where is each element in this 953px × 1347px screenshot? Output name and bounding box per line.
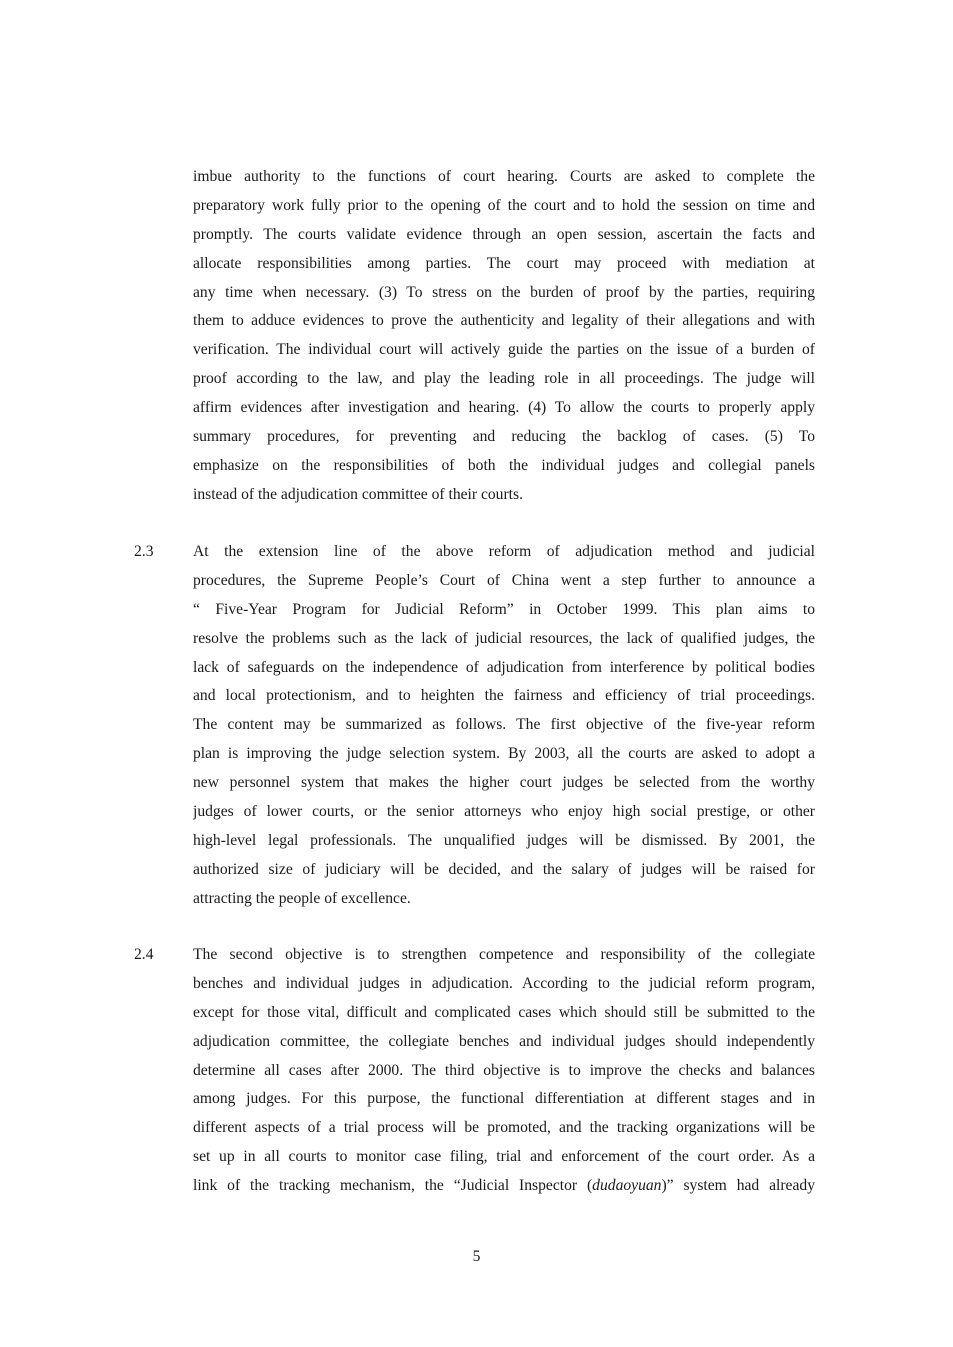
text-line: summary procedures, for preventing and reducing the backlog of cases. (5) To xyxy=(193,428,815,446)
text-line: The content may be summarized as follows. The first objective of the five-year reform xyxy=(193,716,815,734)
text-line: different aspects of a trial process will be promoted, and the tracking organizations will be xyxy=(193,1119,815,1137)
text-line: resolve the problems such as the lack of judicial resources, the lack of qualified judges, the xyxy=(193,629,815,647)
text-line: link of the tracking mechanism, the “Judicial Inspector (dudaoyuan)” system had already xyxy=(193,1177,815,1195)
text-line: them to adduce evidences to prove the authenticity and legality of their allegations and with xyxy=(193,312,815,330)
text-line: set up in all courts to monitor case filing, trial and enforcement of the court order. As a xyxy=(193,1148,815,1166)
text-line: emphasize on the responsibilities of both the individual judges and collegial panels xyxy=(193,456,815,474)
text-line: and local protectionism, and to heighten the fairness and efficiency of trial proceedings. xyxy=(193,687,815,705)
section-number: 2.4 xyxy=(134,946,154,963)
paragraph-2-4 xyxy=(193,941,815,1201)
text-line: among judges. For this purpose, the functional differentiation at different stages and in xyxy=(193,1090,815,1108)
text-line: plan is improving the judge selection system. By 2003, all the courts are asked to adopt a xyxy=(193,745,815,763)
text-line: proof according to the law, and play the leading role in all proceedings. The judge will xyxy=(193,370,815,388)
paragraph-2-3 xyxy=(193,538,815,914)
text-line: benches and individual judges in adjudication. According to the judicial reform program, xyxy=(193,974,815,992)
text-line: except for those vital, difficult and complicated cases which should still be submitted to the xyxy=(193,1003,815,1021)
text-line: The second objective is to strengthen competence and responsibility of the collegiate xyxy=(193,946,815,963)
text-line: preparatory work fully prior to the opening of the court and to hold the session on time and xyxy=(193,196,815,214)
paragraph-intro xyxy=(193,163,815,510)
text-line: high-level legal professionals. The unqualified judges will be dismissed. By 2001, the xyxy=(193,831,815,849)
text-line: verification. The individual court will actively guide the parties on the issue of a burden of xyxy=(193,341,815,359)
text-line: any time when necessary. (3) To stress on the burden of proof by the parties, requiring xyxy=(193,283,815,301)
section-number: 2.3 xyxy=(134,543,154,560)
text-line: attracting the people of excellence. xyxy=(193,889,411,907)
text-line: affirm evidences after investigation and hearing. (4) To allow the courts to properly apply xyxy=(193,399,815,417)
text-line: lack of safeguards on the independence of adjudication from interference by political bodies xyxy=(193,658,815,676)
text-line: allocate responsibilities among parties. The court may proceed with mediation at xyxy=(193,254,815,272)
text-line: authorized size of judiciary will be decided, and the salary of judges will be raised for xyxy=(193,860,815,878)
text-line: promptly. The courts validate evidence through an open session, ascertain the facts and xyxy=(193,225,815,243)
text-line: new personnel system that makes the higher court judges be selected from the worthy xyxy=(193,774,815,792)
text-line: judges of lower courts, or the senior attorneys who enjoy high social prestige, or other xyxy=(193,803,815,821)
text-line: “ Five-Year Program for Judicial Reform” in October 1999. This plan aims to xyxy=(193,600,815,618)
text-line: imbue authority to the functions of court hearing. Courts are asked to complete the xyxy=(193,168,815,185)
text-line: adjudication committee, the collegiate benches and individual judges should independently xyxy=(193,1032,815,1050)
text-line: procedures, the Supreme People’s Court of China went a step further to announce a xyxy=(193,571,815,589)
text-line: instead of the adjudication committee of their courts. xyxy=(193,485,523,503)
text-line: At the extension line of the above reform of adjudication method and judicial xyxy=(193,543,815,560)
text-line: determine all cases after 2000. The third objective is to improve the checks and balances xyxy=(193,1061,815,1079)
page-number: 5 xyxy=(472,1248,481,1265)
